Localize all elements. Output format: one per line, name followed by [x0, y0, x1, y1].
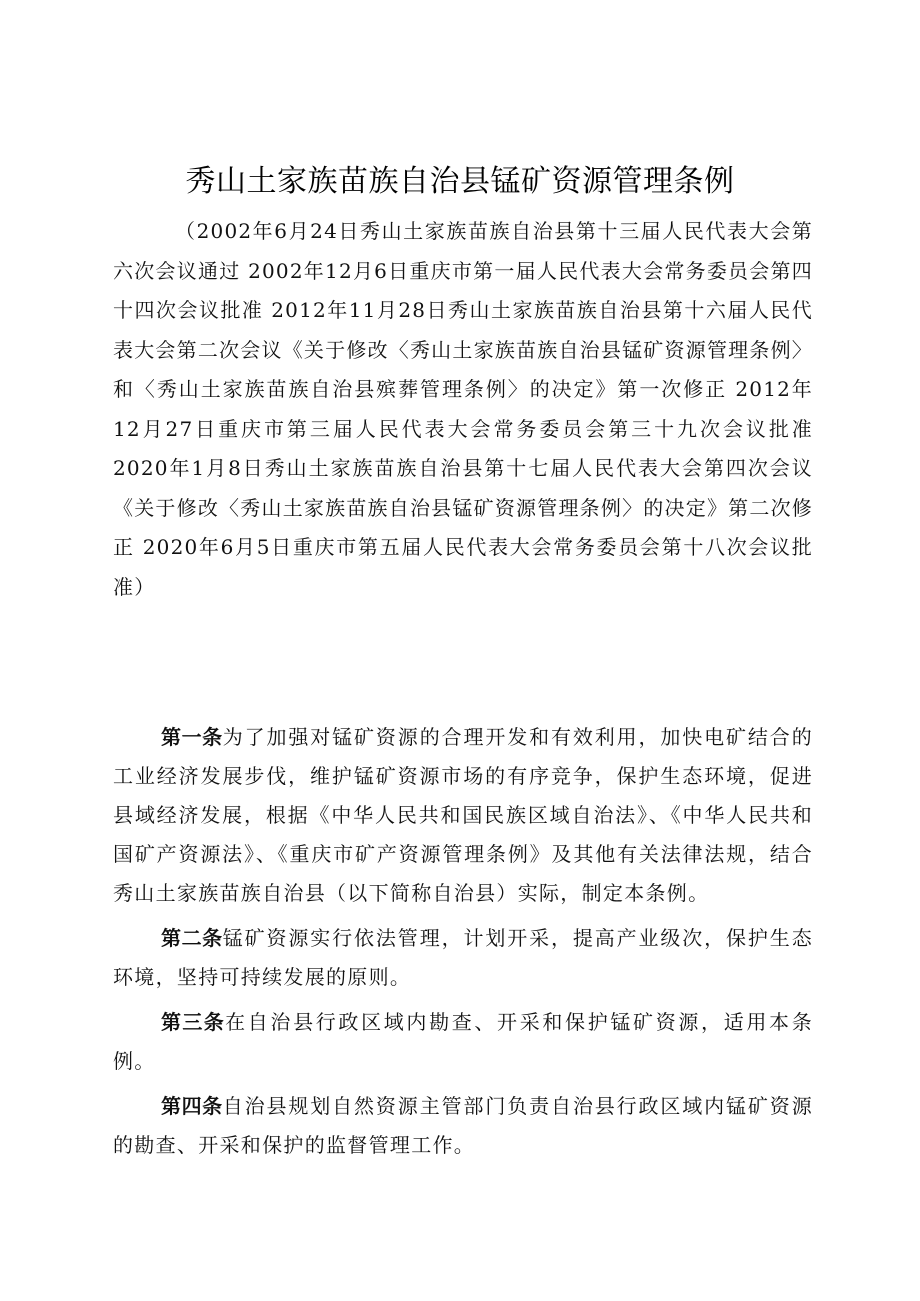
article-number: 第三条	[161, 1010, 226, 1034]
article-1	[113, 718, 813, 913]
article-number: 第一条	[161, 725, 223, 749]
article-number: 第四条	[161, 1094, 223, 1118]
article-4	[113, 1087, 813, 1165]
document-preamble: （2002年6月24日秀山土家族苗族自治县第十三届人民代表大会第六次会议通过 2002年12月6日重庆市第一届人民代表大会常务委员会第四十四次会议批准 2012年11月28日秀山土家族苗族自治县第十六届人民代表大会第二次会议《关于修改〈秀山土家族苗族自治县锰矿资源管理条例〉和〈秀山土家族苗族自治县殡葬管理条例〉的决定》第一次修正 2012年12月27日重庆市第三届人民代表大会常务委员会第三十九次会议批准 2020年1月8日秀山土家族苗族自治县第十七届人民代表大会第四次会议《关于修改〈秀山土家族苗族自治县锰矿资源管理条例〉的决定》第二次修正 2020年6月5日重庆市第五届人民代表大会常务委员会第十八次会议批准）	[113, 219, 813, 599]
article-number: 第二条	[161, 926, 223, 950]
article-text: 锰矿资源实行依法管理，计划开采，提高产业级次，保护生态环境，坚持可持续发展的原则。	[113, 926, 813, 989]
document-body	[113, 718, 813, 1171]
article-3	[113, 1003, 813, 1081]
article-text: 为了加强对锰矿资源的合理开发和有效利用，加快电矿结合的工业经济发展步伐，维护锰矿资源市场的有序竞争，保护生态环境，促进县域经济发展，根据《中华人民共和国民族区域自治法》、《中华人民共和国矿产资源法》、《重庆市矿产资源管理条例》及其他有关法律法规，结合秀山土家族苗族自治县（以下简称自治县）实际，制定本条例。	[113, 725, 813, 905]
article-text: 自治县规划自然资源主管部门负责自治县行政区域内锰矿资源的勘查、开采和保护的监督管理工作。	[113, 1094, 813, 1157]
article-text: 在自治县行政区域内勘查、开采和保护锰矿资源，适用本条例。	[113, 1010, 813, 1073]
document-title: 秀山土家族苗族自治县锰矿资源管理条例	[185, 164, 735, 199]
article-2	[113, 919, 813, 997]
